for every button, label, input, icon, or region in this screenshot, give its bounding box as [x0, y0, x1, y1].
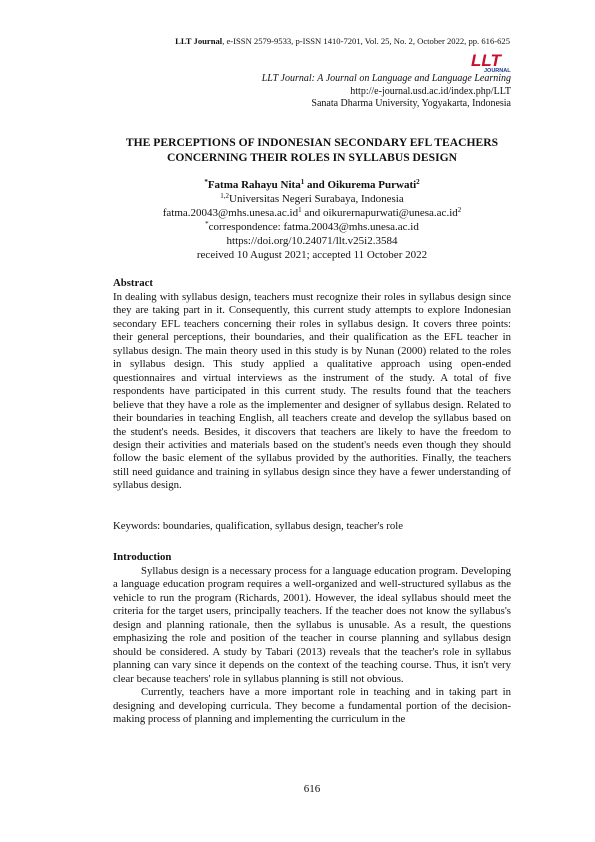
correspondence-text[interactable]: correspondence: fatma.20043@mhs.unesa.ac.id — [208, 221, 419, 233]
introduction-heading: Introduction — [113, 551, 172, 563]
affiliation — [100, 192, 524, 206]
header-journal-name: LLT Journal — [175, 36, 223, 46]
author-names — [100, 178, 524, 192]
author-2-sup: 2 — [416, 178, 420, 186]
author-2: Oikurema Purwati — [327, 179, 417, 191]
journal-logo — [470, 50, 514, 74]
title-line-1: THE PERCEPTIONS OF INDONESIAN SECONDARY EFL TEACHERS — [125, 136, 499, 149]
email-1-sup: 1 — [298, 206, 302, 214]
running-header — [0, 36, 510, 46]
title-line-2: CONCERNING THEIR ROLES IN SYLLABUS DESIGN — [166, 150, 458, 164]
affil-sup: 1,2 — [220, 192, 229, 200]
journal-full-name: LLT Journal: A Journal on Language and Language Learning — [261, 73, 511, 84]
author-star: * — [204, 178, 208, 186]
author-block — [100, 178, 524, 262]
page-number: 616 — [303, 783, 321, 795]
affiliation-text: Universitas Negeri Surabaya, Indonesia — [229, 193, 404, 205]
keywords: Keywords: boundaries, qualification, syllabus design, teacher's role — [113, 520, 404, 532]
journal-url[interactable]: http://e-journal.usd.ac.id/index.php/LLT — [350, 85, 511, 97]
email-2[interactable]: oikurernapurwati@unesa.ac.id — [323, 207, 458, 219]
email-1[interactable]: fatma.20043@mhs.unesa.ac.id — [162, 207, 299, 219]
abstract-heading: Abstract — [113, 277, 154, 289]
article-title — [92, 136, 532, 165]
email-2-sup: 2 — [457, 206, 462, 214]
author-1: Fatma Rahayu Nita — [207, 179, 301, 191]
intro-paragraph-2: Currently, teachers have a more important role in teaching and in taking part in designing and developing curricula. They become a fundamental portion of the decision-making process of planning and implementing the curriculum in the — [113, 686, 511, 725]
intro-paragraph-1: Syllabus design is a necessary process for a language education program. Developing a language education program requires a well-organized and well-structured syllabus as the vehicle to run the program (Richards, 2001). However, the ideal syllabus should meet the criteria for the target users, principally teachers. If the teacher does not know the syllabus's design and planning rationale, then the syllabus is unusable. As a result, the questions emphasizing the role and position of the teacher in course planning and syllabus design should be considered. A study by Tabari (2013) reveals that the teacher's role in syllabus planning can vary since it depends on the context of the teaching course. Thus, it isn't very clear because teachers' role in syllabus planning is still not obvious. — [113, 565, 511, 685]
correspondence — [100, 220, 524, 234]
corr-star: * — [205, 220, 209, 228]
emails — [100, 206, 524, 220]
doi-link[interactable]: https://doi.org/10.24071/llt.v25i2.3584 — [226, 235, 398, 247]
journal-info — [200, 73, 511, 111]
author-and: and — [304, 179, 328, 191]
logo-journal-text: JOURNAL — [484, 68, 511, 74]
article-dates: received 10 August 2021; accepted 11 October 2022 — [196, 249, 428, 261]
author-1-sup: 1 — [300, 178, 305, 186]
journal-university: Sanata Dharma University, Yogyakarta, Indonesia — [311, 98, 511, 109]
abstract-text: In dealing with syllabus design, teachers must recognize their roles in syllabus design since they are taking part in it. Consequently, this current study attempts to explore Indonesian secondary EFL teachers concerning their roles in syllabus design. It covers three points: their general perceptions, their boundaries, and their qualification as the EFL teacher in syllabus design. The main theory used in this study is by Nunan (2000) related to the roles in syllabus design. This study applied a qualitative approach using open-ended questionnaires and virtual interviews as the instrument of the study. A total of five respondents have participated in this current study. The results found that the teachers believe that they have a role as the implementer and designer of syllabus design. Related to their boundaries in teaching English, all teachers create and develop the syllabus based on the student's needs. Besides, it discovers that teachers are likely to have the freedom to design their activities and materials based on the student's needs even though they should follow the basic element of the syllabus provided by the authorities. Finally, the teachers still need guidance and training in syllabus design since they have a fewer understanding of syllabus design. — [113, 291, 511, 492]
email-and: and — [301, 207, 323, 219]
header-issn-line: , e-ISSN 2579-9533, p-ISSN 1410-7201, Vol. 25, No. 2, October 2022, pp. 616-625 — [222, 36, 510, 46]
logo-llt-text: LLT — [471, 51, 501, 70]
introduction-body — [113, 565, 511, 726]
